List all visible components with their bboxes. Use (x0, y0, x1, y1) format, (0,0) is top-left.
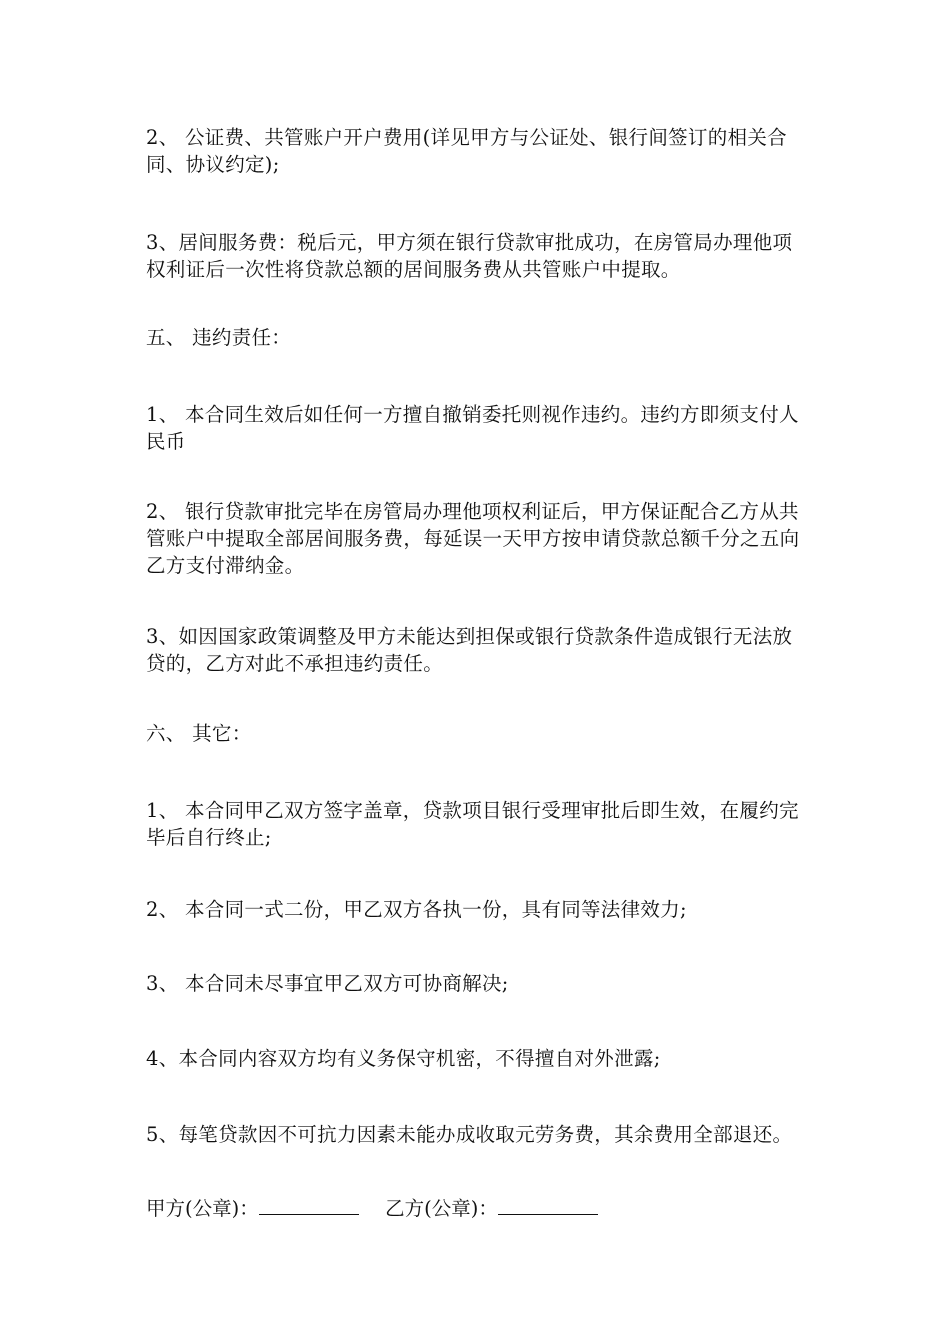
party-b-label: 乙方(公章)： (385, 1197, 498, 1220)
party-b-signature (385, 1194, 598, 1222)
clause-other-4: 4、本合同内容双方均有义务保守机密，不得擅自对外泄露; (146, 1047, 661, 1070)
clause-other-1: 1、 本合同甲乙双方签字盖章，贷款项目银行受理审批后即生效，在履约完毕后自行终止; (146, 799, 799, 849)
signature-row (146, 1194, 811, 1222)
clause-liability-3: 3、如因国家政策调整及甲方未能达到担保或银行贷款条件造成银行无法放贷的，乙方对此不承担违约责任。 (146, 625, 793, 675)
party-a-signature-line (259, 1194, 359, 1215)
section-heading-liability: 五、 违约责任： (146, 326, 292, 349)
clause-other-2: 2、 本合同一式二份，甲乙双方各执一份，具有同等法律效力; (146, 898, 687, 921)
party-a-signature (146, 1194, 359, 1222)
clause-liability-2: 2、 银行贷款审批完毕在房管局办理他项权利证后，甲方保证配合乙方从共管账户中提取全部居间服务费，每延误一天甲方按申请贷款总额千分之五向乙方支付滞纳金。 (146, 500, 800, 577)
party-a-label: 甲方(公章)： (146, 1197, 259, 1220)
clause-liability-1: 1、 本合同生效后如任何一方擅自撤销委托则视作违约。违约方即须支付人民币 (146, 403, 799, 453)
party-b-signature-line (498, 1194, 598, 1215)
clause-service-fee: 3、居间服务费：税后元，甲方须在银行贷款审批成功，在房管局办理他项权利证后一次性将贷款总额的居间服务费从共管账户中提取。 (146, 231, 793, 281)
section-heading-other: 六、 其它： (146, 722, 252, 745)
clause-other-5: 5、每笔贷款因不可抗力因素未能办成收取元劳务费，其余费用全部退还。 (146, 1123, 793, 1146)
clause-other-3: 3、 本合同未尽事宜甲乙双方可协商解决; (146, 972, 509, 995)
clause-fees-notary: 2、 公证费、共管账户开户费用(详见甲方与公证处、银行间签订的相关合同、协议约定); (146, 126, 787, 176)
